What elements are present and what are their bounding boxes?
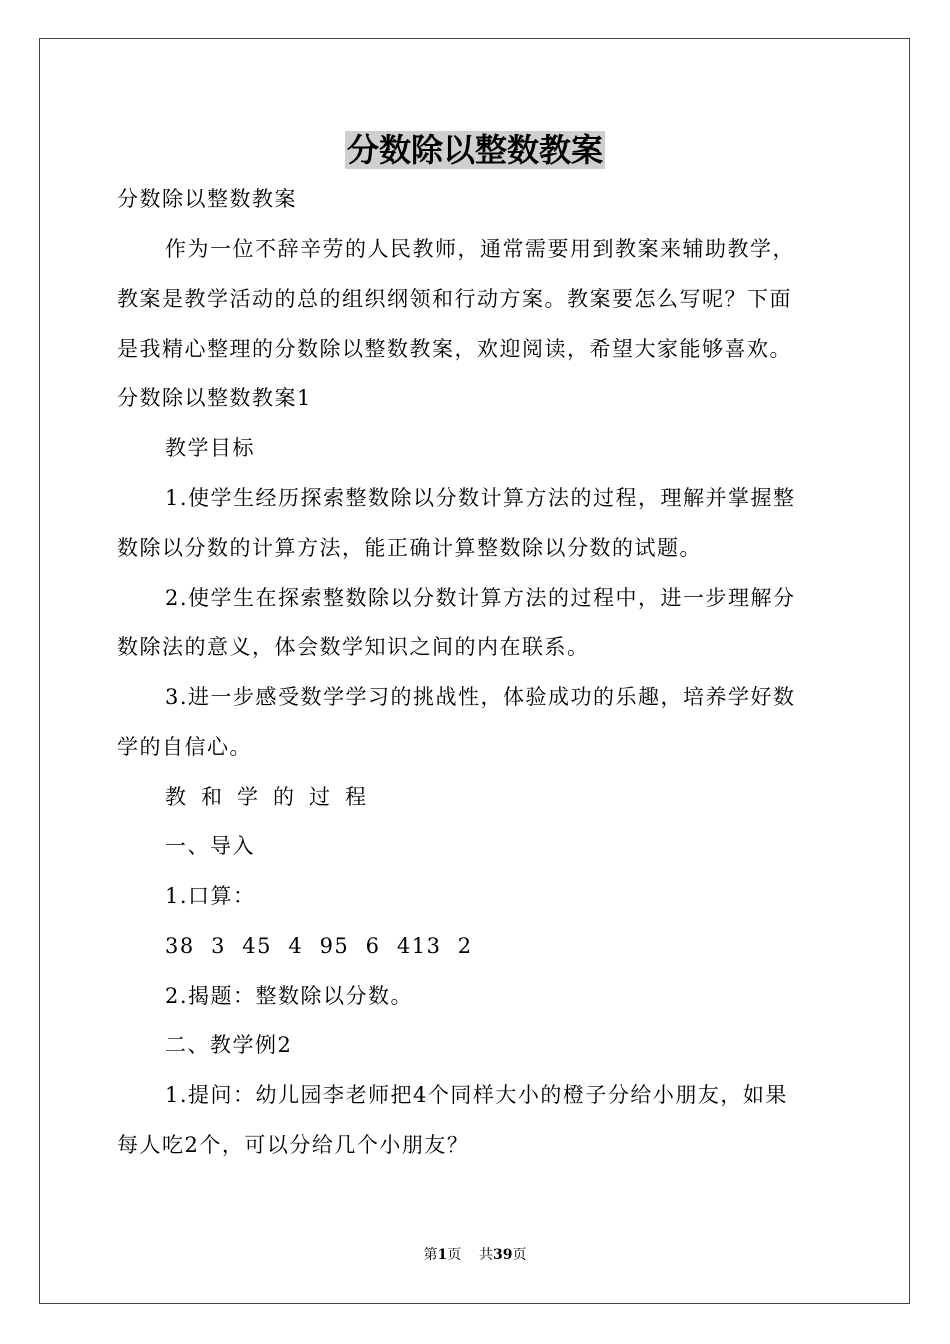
paragraph-line: 1.提问：幼儿园李老师把4个同样大小的橙子分给小朋友，如果 [165, 1083, 788, 1107]
paragraph-line: 教案是教学活动的总的组织纲领和行动方案。教案要怎么写呢？下面 [117, 287, 792, 311]
paragraph-line: 1.使学生经历探索整数除以分数计算方法的过程，理解并掌握整 [165, 486, 796, 510]
list-item: 1.口算： [165, 884, 256, 908]
paragraph-line: 3.进一步感受数学学习的挑战性，体验成功的乐趣，培养学好数 [165, 685, 796, 709]
document-title [0, 128, 950, 172]
paragraph-line: 数除法的意义，体会数学知识之间的内在联系。 [117, 635, 590, 659]
paragraph-line: 学的自信心。 [117, 735, 252, 759]
paragraph-line: 每人吃2个，可以分给几个小朋友？ [117, 1133, 470, 1157]
document-title-text: 分数除以整数教案 [346, 131, 603, 169]
section-heading: 一、导入 [165, 834, 255, 858]
page-prefix: 第 [423, 1247, 438, 1263]
total-suffix: 页 [512, 1247, 527, 1263]
subtitle-line: 分数除以整数教案 [117, 187, 297, 211]
page-footer [0, 1245, 950, 1265]
section-heading: 教和学的过程 [165, 785, 381, 809]
page-current: 1 [437, 1247, 448, 1263]
calculation-line: 38 3 45 4 95 6 413 2 [165, 934, 473, 958]
paragraph-line: 是我精心整理的分数除以整数教案，欢迎阅读，希望大家能够喜欢。 [117, 337, 792, 361]
section-heading: 分数除以整数教案1 [117, 386, 312, 410]
section-heading: 教学目标 [165, 436, 255, 460]
paragraph-line: 2.使学生在探索整数除以分数计算方法的过程中，进一步理解分 [165, 586, 796, 610]
page-total: 39 [493, 1247, 513, 1263]
paragraph-line: 作为一位不辞辛劳的人民教师，通常需要用到教案来辅助教学， [165, 237, 795, 261]
section-heading: 二、教学例2 [165, 1033, 293, 1057]
total-prefix: 共 [479, 1247, 494, 1263]
page-suffix: 页 [447, 1247, 462, 1263]
list-item: 2.揭题：整数除以分数。 [165, 984, 414, 1008]
paragraph-line: 数除以分数的计算方法，能正确计算整数除以分数的试题。 [117, 536, 702, 560]
page-border [39, 38, 910, 1304]
